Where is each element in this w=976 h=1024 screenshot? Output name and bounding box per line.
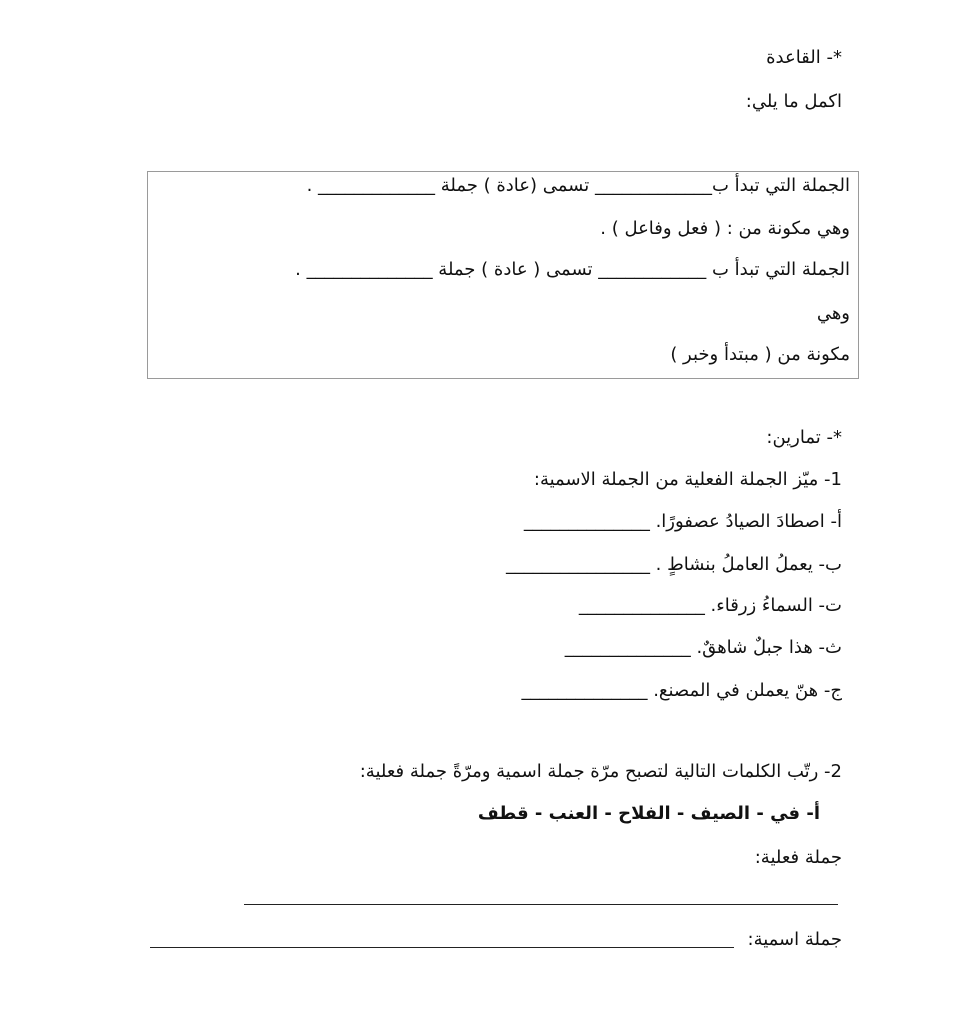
- q2-words: أ- في - الصيف - الفلاح - العنب - قطف: [477, 803, 820, 824]
- verbal-answer-line: [244, 904, 838, 905]
- q1-item-j: ج- هنّ يعملن في المصنع. ______________: [521, 680, 842, 701]
- q1-item-t: ت- السماءُ زرقاء. ______________: [578, 595, 842, 616]
- nominal-answer-line: [150, 947, 734, 948]
- rule-line-3: الجملة التي تبدأ ب ____________ تسمى ( عادة ) جملة ______________ .: [295, 259, 850, 280]
- rule-line-2: وهي مكونة من : ( فعل وفاعل ) .: [600, 218, 850, 239]
- exercises-title: *- تمارين:: [766, 427, 842, 448]
- rule-line-1: الجملة التي تبدأ ب_____________ تسمى (عادة ) جملة _____________ .: [306, 175, 850, 196]
- q1-item-b: ب- يعملُ العاملُ بنشاطٍ . ________________: [505, 554, 842, 575]
- q1-item-th: ث- هذا جبلٌ شاهقٌ. ______________: [564, 637, 842, 658]
- nominal-sentence-label: جملة اسمية:: [747, 929, 842, 950]
- rule-line-4: وهي: [816, 303, 850, 324]
- q1-item-a: أ- اصطادَ الصيادُ عصفورًا. ______________: [523, 511, 842, 532]
- verbal-sentence-label: جملة فعلية:: [754, 847, 842, 868]
- instruction: اكمل ما يلي:: [745, 91, 842, 112]
- rule-line-5: مكونة من ( مبتدأ وخبر ): [670, 344, 850, 365]
- q2-prompt: 2- رتّب الكلمات التالية لتصبح مرّة جملة اسمية ومرّةً جملة فعلية:: [359, 761, 842, 782]
- q1-prompt: 1- ميّز الجملة الفعلية من الجملة الاسمية:: [533, 469, 842, 490]
- rule-title: *- القاعدة: [766, 47, 842, 68]
